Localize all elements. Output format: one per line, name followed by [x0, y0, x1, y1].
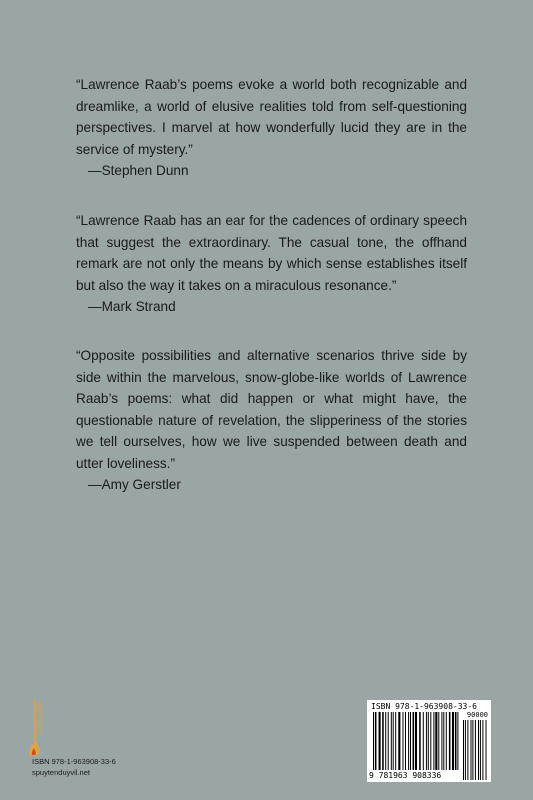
blurb-attribution: —Amy Gerstler	[88, 477, 181, 492]
blurb-quote: “Lawrence Raab has an ear for the cadences of ordinary speech that suggest the extraordinary. The casual tone, the offhand remark are not only the means by which sense establishes itself but also the way it takes on a miraculous resonance.”	[76, 213, 467, 293]
blurb-attribution: —Mark Strand	[88, 299, 176, 314]
publisher-info	[32, 756, 116, 778]
blurb-quote: “Lawrence Raab’s poems evoke a world both recognizable and dreamlike, a world of elusive realities told from self-questioning perspectives. I marvel at how wonderfully lucid they are in the service of mystery.”	[76, 77, 467, 157]
publisher-website[interactable]: spuytenduyvil.net	[32, 768, 90, 777]
blurb-attribution: —Stephen Dunn	[88, 163, 189, 178]
publisher-logo-text: spuyten duyvil	[37, 702, 43, 734]
publisher-logo	[27, 698, 49, 758]
blurb-mark-strand	[76, 210, 467, 318]
torch-flame-icon	[27, 698, 49, 758]
publisher-isbn: ISBN 978-1-963908-33-6	[32, 757, 116, 766]
barcode	[367, 700, 491, 782]
blurb-stephen-dunn	[76, 74, 467, 182]
barcode-isbn-label: ISBN 978-1-963908-33-6	[371, 702, 477, 711]
barcode-ean-digits: 9 781963 908336	[369, 771, 442, 780]
blurb-quote: “Opposite possibilities and alternative scenarios thrive side by side within the marvelous, snow-globe-like worlds of Lawrence Raab’s poems: what did happen or what might have, the questionable nature of revelation, the slipperiness of the stories we tell ourselves, how we live suspended between death and utter loveliness.”	[76, 348, 467, 471]
barcode-addon: 90000	[466, 711, 488, 719]
blurb-amy-gerstler	[76, 345, 467, 496]
